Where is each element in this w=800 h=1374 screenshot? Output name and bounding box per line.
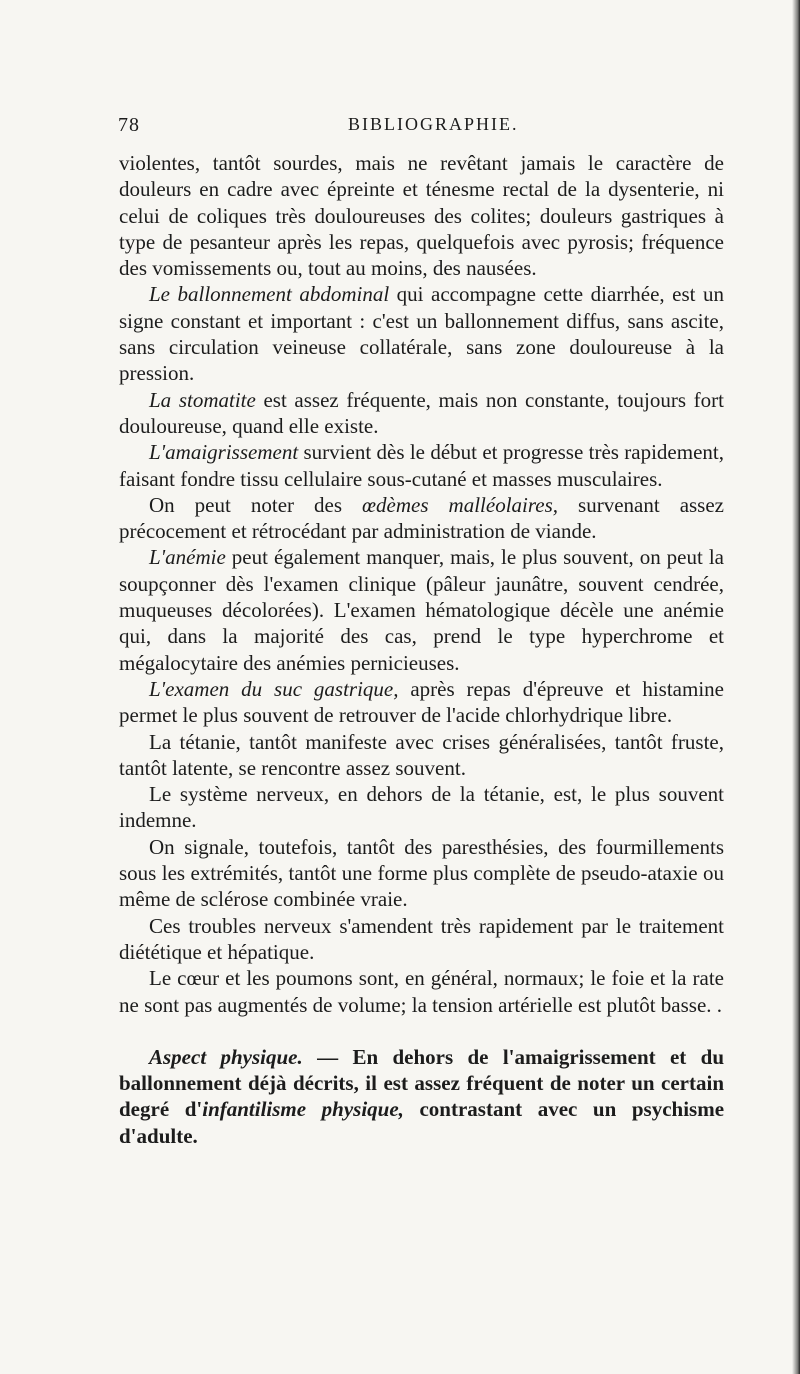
section-aspect-physique — [119, 1044, 724, 1149]
paragraph-1: violentes, tantôt sourdes, mais ne revêtant jamais le caractère de douleurs en cadre avec épreinte et ténesme rectal de la dysenterie, ni celui de coliques très douloureuses des colites; douleurs gastriques à type de pesanteur après les repas, quelquefois avec pyrosis; fréquence des vomissements ou, tout au moins, des nausées. — [119, 151, 724, 281]
paragraph-troubles-nerveux: Ces troubles nerveux s'amendent très rapidement par le traitement diététique et hépatique. — [119, 913, 724, 964]
section-gap — [119, 1018, 724, 1044]
paragraph-oedemes: On peut noter des œdèmes malléolaires, survenant assez précocement et rétrocédant par administration de viande. — [119, 492, 725, 544]
page-edge-shadow — [792, 0, 800, 1374]
term-infantilisme: infantilisme physique, — [202, 1097, 404, 1122]
page-number: 78 — [118, 114, 140, 136]
term-anemie: L'anémie — [149, 545, 226, 570]
paragraph-systeme-nerveux: Le système nerveux, en dehors de la tétanie, est, le plus souvent indemne. — [119, 782, 724, 833]
term-oedemes: œdèmes malléolaires, — [362, 492, 559, 517]
term-amaigrissement: L'amaigrissement — [149, 440, 299, 465]
body-text — [119, 150, 724, 1149]
paragraph-amaigrissement: L'amaigrissement survient dès le début et progresse très rapidement, faisant fondre tissu cellulaire sous-cutané et masses musculaires. — [119, 440, 724, 491]
term-suc-gastrique: L'examen du suc gastrique, — [149, 676, 399, 701]
paragraph-coeur-poumons: Le cœur et les poumons sont, en général, normaux; le foie et la rate ne sont pas augmentés de volume; la tension artérielle est plutôt basse. . — [119, 966, 724, 1017]
paragraph-ballonnement: Le ballonnement abdominal qui accompagne cette diarrhée, est un signe constant et important : c'est un ballonnement diffus, sans ascite, sans circulation veineuse collatérale, sans zone douloureuse à la pression. — [119, 282, 724, 386]
term-ballonnement: Le ballonnement abdominal — [149, 282, 390, 307]
page-header — [118, 108, 698, 142]
paragraph-stomatite: La stomatite est assez fréquente, mais non constante, toujours fort douloureuse, quand elle existe. — [119, 387, 724, 438]
paragraph-aspect-physique: Aspect physique. — En dehors de l'amaigrissement et du ballonnement déjà décrits, il est assez fréquent de noter un certain degré d'infantilisme physique, contrastant avec un psychisme d'adulte. — [119, 1044, 725, 1148]
paragraph-tetanie: La tétanie, tantôt manifeste avec crises généralisées, tantôt fruste, tantôt latente, se rencontre assez souvent. — [119, 729, 724, 780]
term-stomatite: La stomatite — [149, 387, 256, 412]
paragraph-paresthesies: On signale, toutefois, tantôt des paresthésies, des fourmillements sous les extrémités, tantôt une forme plus complète de pseudo-ataxie ou même de sclérose combinée vraie. — [119, 834, 724, 912]
paragraph-suc-gastrique: L'examen du suc gastrique, après repas d'épreuve et histamine permet le plus souvent de retrouver de l'acide chlorhydrique libre. — [119, 676, 724, 728]
section-heading-aspect-physique: Aspect physique. — [149, 1044, 303, 1069]
running-title: BIBLIOGRAPHIE. — [348, 114, 519, 134]
paragraph-anemie: L'anémie peut également manquer, mais, le plus souvent, on peut la soupçonner dès l'examen clinique (pâleur jaunâtre, souvent cendrée, muqueuses décolorées). L'examen hématologique décèle une anémie qui, dans la majorité des cas, prend le type hyperchrome et mégalocytaire des anémies pernicieuses. — [119, 545, 724, 675]
